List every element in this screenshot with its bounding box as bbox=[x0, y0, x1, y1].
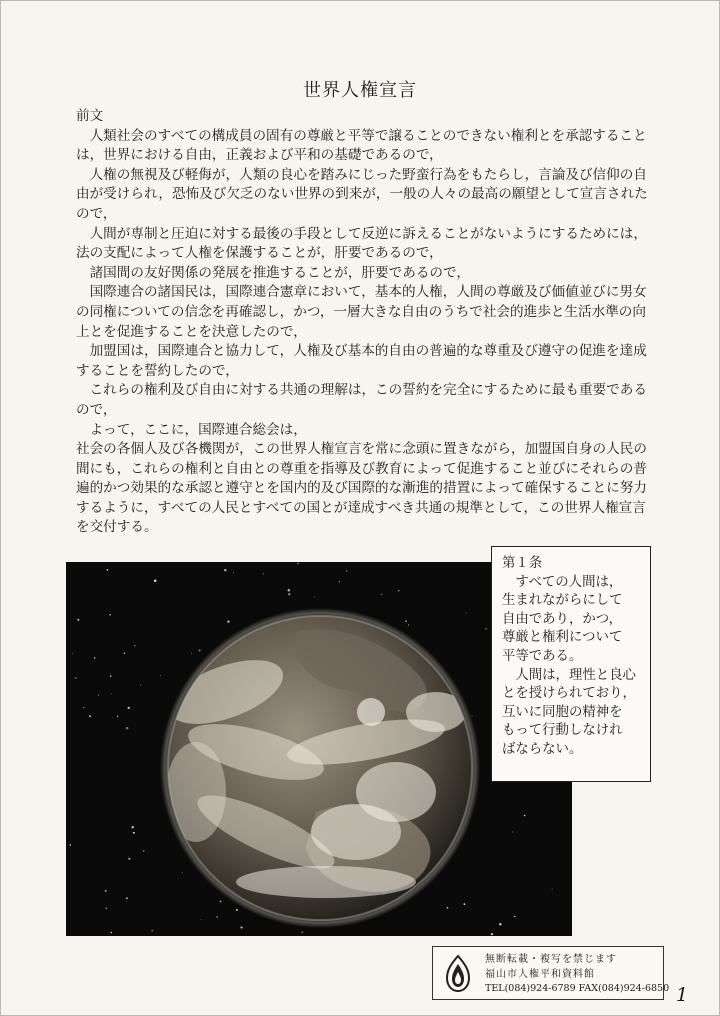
star bbox=[117, 716, 118, 717]
star bbox=[182, 872, 183, 873]
preamble bbox=[76, 107, 656, 538]
article-line: すべての人間は， bbox=[502, 574, 623, 590]
page-number: 1 bbox=[676, 984, 689, 1006]
star bbox=[110, 675, 112, 677]
article-line: 平等である。 bbox=[502, 648, 583, 664]
article-line: 生まれながらにして bbox=[502, 593, 623, 609]
star bbox=[98, 694, 99, 695]
star bbox=[134, 645, 136, 647]
preamble-paragraph: 人権の無視及び軽侮が，人類の良心を踏みにじった野蛮行為をもたらし，言論及び信仰の自由が受けられ，恐怖及び欠乏のない世界の到来が，一般の人々の最高の願望として宣言されたので， bbox=[76, 166, 648, 222]
star bbox=[89, 715, 91, 717]
star bbox=[346, 570, 347, 571]
star bbox=[405, 620, 407, 622]
star bbox=[107, 569, 109, 571]
flame-logo-icon bbox=[439, 952, 477, 994]
star bbox=[465, 613, 466, 614]
star bbox=[220, 901, 222, 903]
star bbox=[94, 657, 96, 659]
page-title: 世界人権宣言 bbox=[303, 80, 417, 101]
star bbox=[233, 572, 234, 573]
star bbox=[301, 931, 303, 933]
star bbox=[106, 908, 107, 909]
star bbox=[288, 593, 290, 595]
preamble-paragraph: 人間が専制と圧迫に対する最後の手段として反逆に訴えることがないようにするためには，法の支配によって人権を保護することが，肝要であるので， bbox=[76, 225, 647, 262]
star bbox=[447, 907, 449, 909]
star bbox=[499, 923, 501, 925]
star bbox=[216, 916, 218, 918]
star bbox=[227, 620, 229, 622]
article-line: 尊厳と権利について bbox=[502, 630, 623, 646]
star bbox=[288, 589, 291, 592]
star bbox=[128, 857, 130, 859]
preamble-paragraph: 国際連合の諸国民は，国際連合憲章において，基本的人権，人間の尊厳及び価値並びに男女の同権についての信念を再確認し，かつ，一層大きな自由のうちで社会的進歩と生活水準の向上とを促進することを決意したので， bbox=[76, 284, 647, 340]
star bbox=[314, 596, 315, 597]
article-line: ばならない。 bbox=[502, 741, 583, 757]
preamble-paragraph: 加盟国は，国際連合と協力して，人権及び基本的自由の普遍的な尊重及び遵守の促進を達成することを誓約したので， bbox=[76, 343, 647, 379]
star bbox=[69, 844, 71, 846]
star bbox=[201, 919, 202, 920]
star bbox=[131, 826, 134, 829]
star bbox=[128, 707, 130, 709]
footer-box bbox=[432, 946, 670, 1000]
star bbox=[126, 727, 129, 730]
preamble-paragraph: これらの権利及び自由に対する共通の理解は，この誓約を完全にするために最も重要であるので， bbox=[76, 382, 647, 418]
star bbox=[224, 569, 227, 572]
article-line: 自由であり，かつ， bbox=[502, 611, 622, 627]
star bbox=[240, 926, 242, 928]
star bbox=[191, 653, 192, 654]
preamble-heading: 前文 bbox=[76, 108, 104, 124]
star bbox=[408, 624, 409, 625]
preamble-paragraph: よって，ここに，国際連合総会は， bbox=[76, 421, 307, 438]
star bbox=[514, 916, 515, 917]
star bbox=[151, 930, 153, 932]
star bbox=[77, 619, 79, 621]
footer-text bbox=[485, 953, 669, 997]
contact-info: TEL(084)924-6789 FAX(084)924-6850 bbox=[485, 983, 670, 994]
star bbox=[133, 832, 135, 834]
star bbox=[72, 653, 73, 654]
star bbox=[154, 579, 157, 582]
star bbox=[111, 693, 112, 694]
star bbox=[339, 581, 341, 583]
star bbox=[512, 832, 513, 833]
preamble-paragraph: 諸国間の友好関係の発展を推進することが，肝要であるので， bbox=[76, 264, 470, 281]
star bbox=[381, 594, 383, 596]
article-line: とを授けられており， bbox=[502, 686, 636, 702]
preamble-paragraph: 社会の各個人及び各機関が，この世界人権宣言を常に念頭に置きながら，加盟国自身の人民の間にも，これらの権利と自由との尊重を指導及び教育によって促進すること並びにそれらの普遍的かつ効果的な承認と遵守とを国内的及び国際的な漸進的措置によって確保することに努力するように，すべての人民とすべての国とが達成すべき共通の規準として，この世界人権宣言を交付する。 bbox=[76, 441, 647, 536]
star bbox=[491, 933, 493, 935]
star bbox=[199, 649, 201, 651]
star bbox=[464, 903, 466, 905]
article-line: 人間は，理性と良心 bbox=[502, 667, 636, 683]
star bbox=[140, 685, 141, 686]
star bbox=[472, 716, 473, 717]
star bbox=[124, 652, 126, 654]
publisher-name: 福山市人権平和資料館 bbox=[485, 968, 595, 980]
star bbox=[160, 675, 161, 676]
star bbox=[524, 815, 526, 817]
article-line: もって行動しなけれ bbox=[502, 723, 623, 739]
star bbox=[143, 850, 144, 851]
star bbox=[297, 562, 299, 564]
star bbox=[110, 932, 112, 934]
article-heading: 第１条 bbox=[502, 556, 543, 571]
star bbox=[105, 891, 106, 892]
preamble-paragraph: 人類社会のすべての構成員の固有の尊厳と平等で譲ることのできない権利とを承認することは，世界における自由，正義および平和の基礎であるので， bbox=[76, 127, 647, 164]
star bbox=[109, 614, 110, 615]
star bbox=[398, 590, 400, 592]
star bbox=[263, 573, 264, 574]
star bbox=[83, 707, 84, 708]
star bbox=[126, 897, 128, 899]
star bbox=[485, 628, 486, 629]
star bbox=[75, 677, 77, 679]
copyright-notice: 無断転載・複写を禁じます bbox=[485, 954, 617, 965]
article-1-box bbox=[491, 546, 651, 782]
star bbox=[236, 909, 238, 911]
article-line: 互いに同胞の精神を bbox=[502, 704, 623, 720]
star bbox=[552, 888, 553, 889]
